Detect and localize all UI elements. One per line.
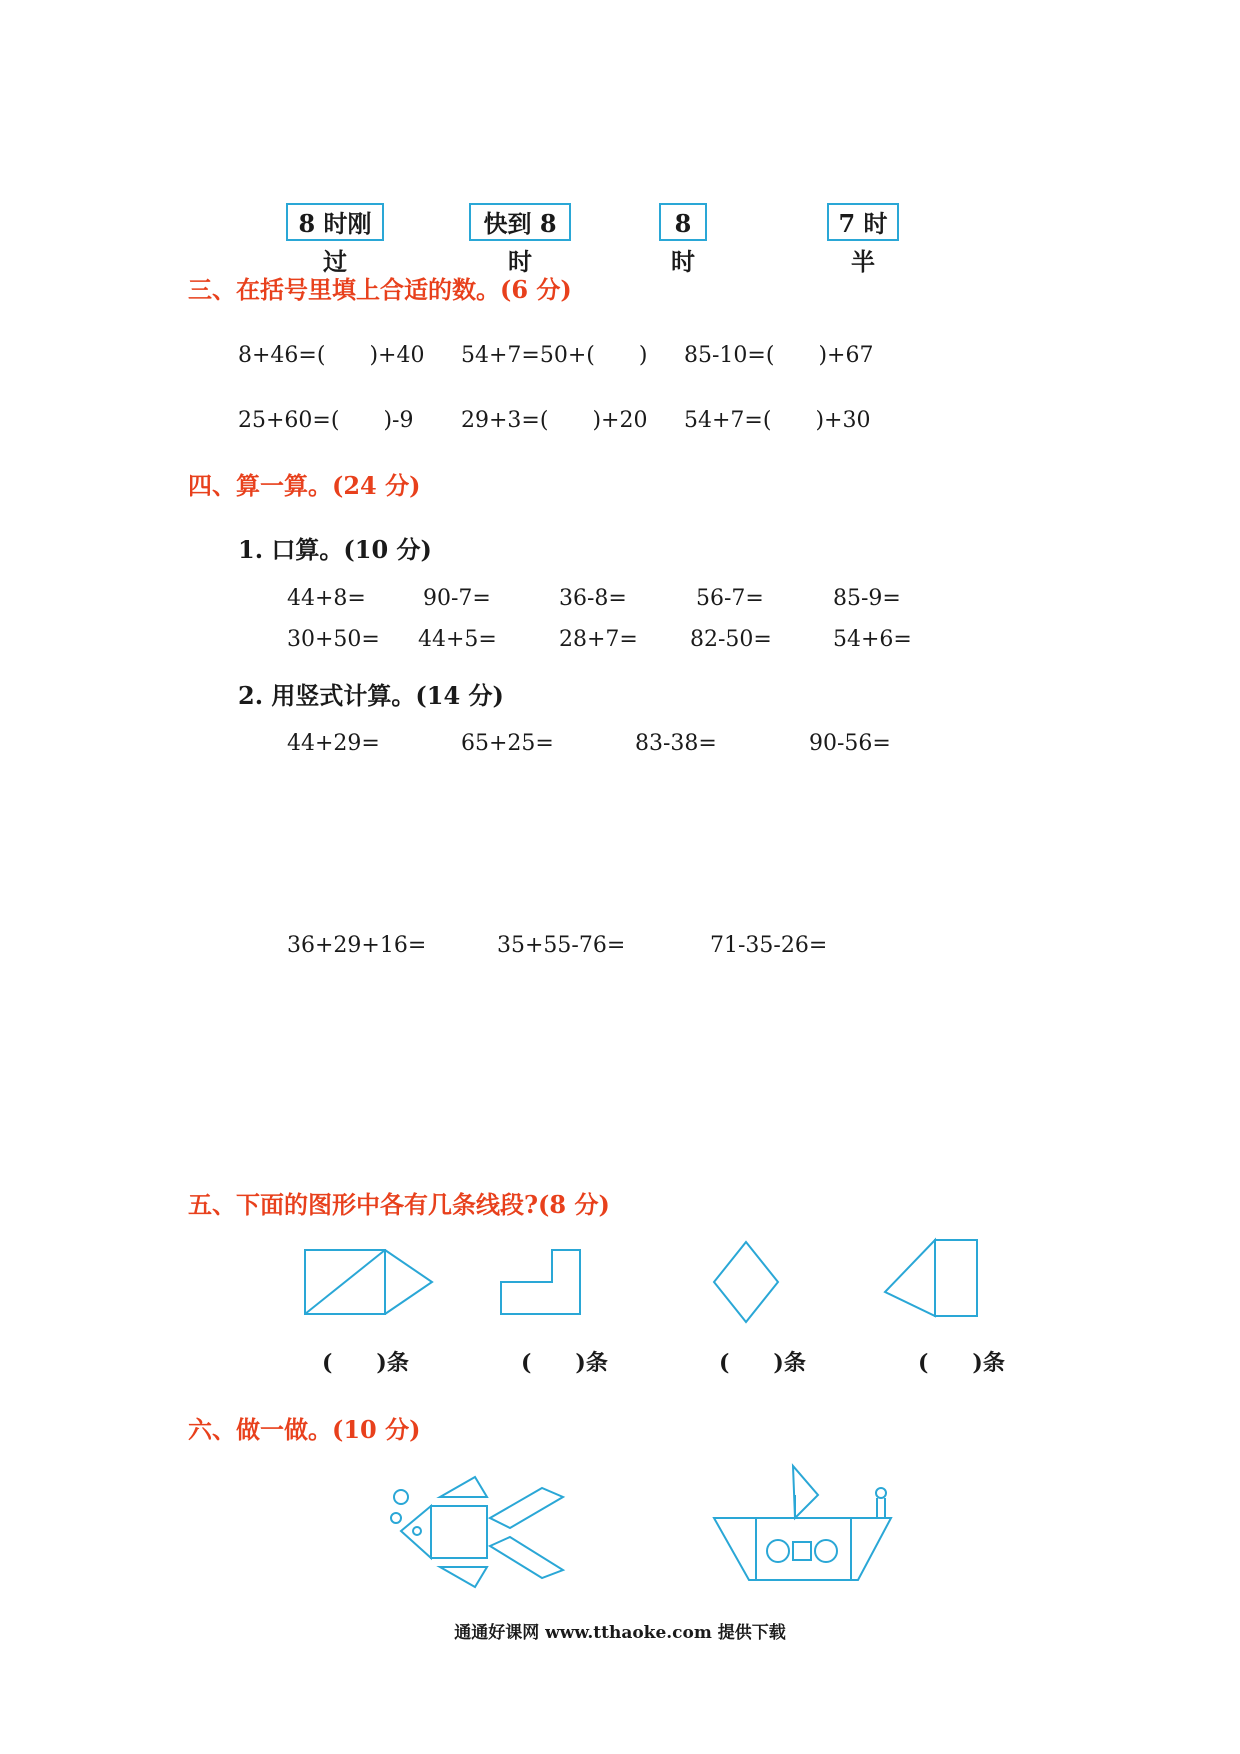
oral-calc-item: 28+7= xyxy=(559,627,638,652)
vertical-calc-item: 36+29+16= xyxy=(287,933,427,958)
oral-calc-item: 44+8= xyxy=(287,586,366,611)
vertical-calc-item: 44+29= xyxy=(287,731,380,756)
fill-blank-equation: 54+7=50+( ) xyxy=(461,343,648,368)
oral-calc-item: 36-8= xyxy=(559,586,627,611)
section4-heading: 四、算一算。(24 分) xyxy=(188,471,421,500)
vertical-calc-item: 90-56= xyxy=(809,731,891,756)
oral-calc-item: 30+50= xyxy=(287,627,380,652)
fill-blank-equation: 25+60=( )-9 xyxy=(238,408,414,433)
boat-figure xyxy=(714,1466,891,1580)
vertical-calc-title: 2. 用竖式计算。(14 分) xyxy=(238,681,504,710)
footer-source: 通通好课网 www.tthaoke.com 提供下载 xyxy=(454,1623,786,1643)
fill-blank-equation: 85-10=( )+67 xyxy=(684,343,874,368)
vertical-calc-item: 71-35-26= xyxy=(710,933,828,958)
section5-heading: 五、下面的图形中各有几条线段?(8 分) xyxy=(188,1190,610,1219)
oral-calc-item: 54+6= xyxy=(833,627,912,652)
oral-calc-item: 56-7= xyxy=(696,586,764,611)
section6-heading: 六、做一做。(10 分) xyxy=(188,1415,421,1444)
vertical-calc-item: 83-38= xyxy=(635,731,717,756)
oral-calc-item: 85-9= xyxy=(833,586,901,611)
oral-calc-item: 44+5= xyxy=(418,627,497,652)
segment-count-answer: ( )条 xyxy=(918,1350,1005,1376)
clock-option-2: 快到 8 时 xyxy=(469,203,571,241)
vertical-calc-item: 65+25= xyxy=(461,731,554,756)
segment-count-answer: ( )条 xyxy=(322,1350,409,1376)
oral-calc-item: 82-50= xyxy=(690,627,772,652)
clock-option-4: 7 时半 xyxy=(827,203,899,241)
vertical-calc-item: 35+55-76= xyxy=(497,933,626,958)
fish-figure xyxy=(391,1477,563,1587)
fill-blank-equation: 54+7=( )+30 xyxy=(684,408,871,433)
segment-count-answer: ( )条 xyxy=(719,1350,806,1376)
fill-blank-equation: 8+46=( )+40 xyxy=(238,343,425,368)
oral-calc-item: 90-7= xyxy=(423,586,491,611)
segment-count-answer: ( )条 xyxy=(521,1350,608,1376)
fill-blank-equation: 29+3=( )+20 xyxy=(461,408,648,433)
section3-heading: 三、在括号里填上合适的数。(6 分) xyxy=(188,275,572,304)
clock-option-1: 8 时刚过 xyxy=(286,203,384,241)
clock-option-3: 8 时 xyxy=(659,203,707,241)
oral-calc-title: 1. 口算。(10 分) xyxy=(238,535,432,564)
